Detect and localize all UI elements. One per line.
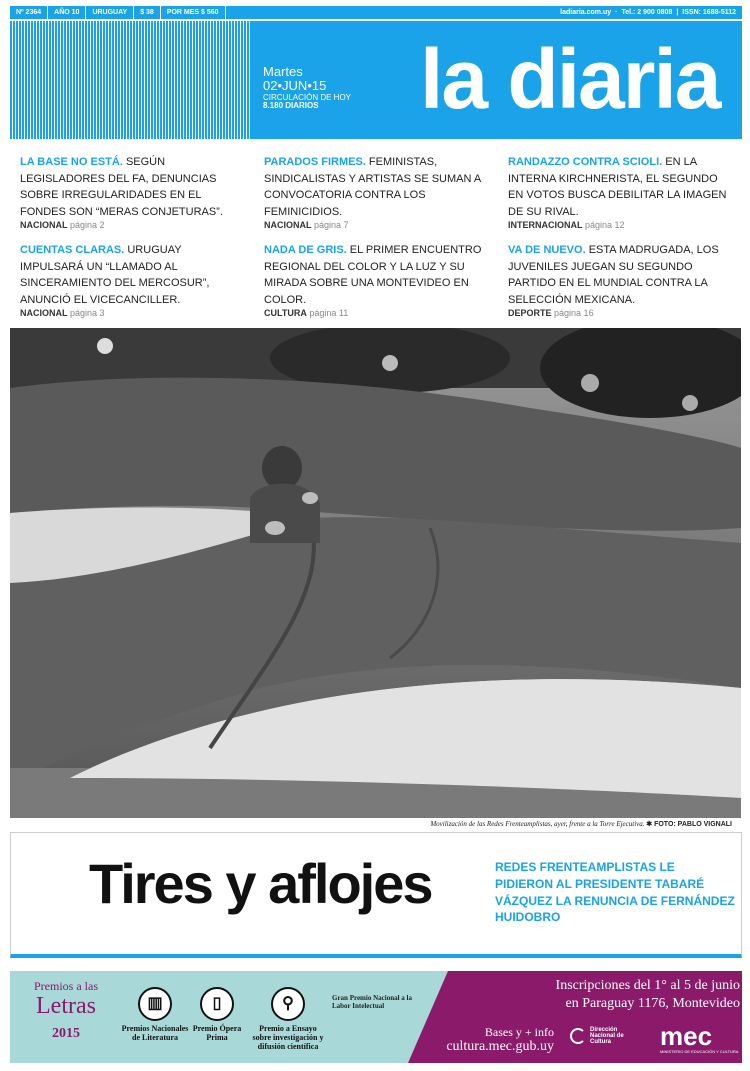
ad-category: [250, 987, 326, 1051]
inscripciones-dates: Inscripciones del 1° al 5 de junio: [555, 978, 740, 993]
weekday: Martes: [263, 64, 303, 79]
teaser-page: página 2: [70, 219, 105, 230]
teaser-ref: [508, 307, 594, 321]
date: 02•JUN•15: [263, 78, 327, 94]
premios-line2: Letras: [36, 993, 96, 1019]
teaser-section: NACIONAL: [264, 219, 312, 230]
teaser-ref: [264, 219, 349, 233]
price: $ 38: [134, 6, 161, 19]
teaser-page: página 16: [554, 307, 594, 318]
masthead-stripes: [10, 21, 252, 139]
teaser-body: EL PRIMER ENCUENTRO REGIONAL DEL COLOR Y LA LUZ Y SU MIRADA SOBRE UNA MONTEVIDEO EN COLOR.: [264, 244, 482, 306]
teaser-item[interactable]: [10, 238, 254, 326]
monthly-price: POR MES $ 560: [161, 6, 226, 19]
issue-number: Nº 2364: [10, 6, 48, 19]
teaser-body: EN LA INTERNA KIRCHNERISTA, EL SEGUNDO EN VOTOS BUSCA DEBILITAR LA IMAGEN DE SU RIVAL.: [508, 156, 727, 218]
teaser-item[interactable]: [10, 150, 254, 238]
teaser-kicker: PARADOS FIRMES.: [264, 156, 366, 168]
teaser-kicker: LA BASE NO ESTÁ.: [20, 156, 123, 168]
teaser-page: página 12: [585, 219, 625, 230]
premios-line1: Premios a las: [34, 979, 98, 993]
dnc-label: Dirección Nacional de Cultura: [590, 1027, 624, 1045]
teaser-kicker: VA DE NUEVO.: [508, 244, 586, 256]
teaser-section: NACIONAL: [20, 307, 68, 318]
bases-label: Bases y + info: [484, 1025, 554, 1039]
teaser-item[interactable]: [498, 150, 742, 238]
category-label: Premio Ópera Prima: [192, 1024, 242, 1042]
ad-url[interactable]: cultura.mec.gub.uy: [446, 1039, 554, 1055]
phone: Tel.: 2 900 0808: [621, 9, 673, 16]
teaser-section: CULTURA: [264, 307, 307, 318]
ad-info: [430, 1025, 554, 1056]
lead-headline[interactable]: Tires y aflojes: [89, 852, 432, 915]
lead-photo[interactable]: [10, 328, 741, 818]
gran-premio: Gran Premio Nacional a la Labor Intelectual: [332, 994, 412, 1010]
teaser-ref: [264, 307, 348, 321]
teaser-page: página 3: [70, 307, 105, 318]
teaser-section: INTERNACIONAL: [508, 219, 583, 230]
teaser-item[interactable]: [254, 238, 498, 326]
teaser-ref: [508, 219, 625, 233]
teaser-kicker: NADA DE GRIS.: [264, 244, 347, 256]
open-book-icon: ▯: [200, 987, 234, 1021]
circulation-count: 8.180 DIARIOS: [263, 101, 319, 111]
photo-credit: ✱ FOTO: PABLO VIGNALI: [646, 821, 732, 828]
ad-category: [182, 987, 252, 1043]
premios-logo: [16, 979, 116, 1042]
inscripciones-address: en Paraguay 1176, Montevideo: [565, 996, 740, 1012]
teaser-kicker: CUENTAS CLARAS.: [20, 244, 125, 256]
teaser-section: NACIONAL: [20, 219, 68, 230]
masthead: [10, 21, 742, 139]
premios-year: 2015: [52, 1026, 80, 1041]
issn: ISSN: 1688-5112: [682, 9, 736, 16]
teaser-item[interactable]: [254, 150, 498, 238]
lead-deck: REDES FRENTEAMPLISTAS LE PIDIERON AL PRESIDENTE TABARÉ VÁZQUEZ LA RENUNCIA DE FERNÁNDEZ HUIDOBRO: [495, 860, 735, 925]
photo-caption: [10, 820, 732, 828]
books-icon: ▥: [138, 987, 172, 1021]
teaser-page: página 11: [309, 307, 349, 318]
newspaper-logo[interactable]: la diaria: [420, 32, 720, 126]
year: AÑO 10: [48, 6, 86, 19]
photo-illustration: [10, 328, 741, 818]
country: URUGUAY: [86, 6, 134, 19]
circulation-label: CIRCULACIÓN DE HOY: [263, 92, 352, 102]
microscope-icon: ⚲: [271, 987, 305, 1021]
top-info-bar: Nº 2364 AÑO 10 URUGUAY $ 38 POR MES $ 560 ladiaria.com.uy · Tel.: 2 900 0808 | ISSN: 1688-5112: [10, 6, 742, 19]
ad-category: [120, 987, 190, 1043]
dnc-ring-icon: [570, 1028, 586, 1044]
lead-story[interactable]: [10, 832, 742, 958]
teaser-grid: [10, 150, 742, 326]
teaser-body: SEGÚN LEGISLADORES DEL FA, DENUNCIAS SOBRE IRREGULARIDADES EN EL FONDES SON “MERAS CONJETURAS”.: [20, 156, 223, 218]
masthead-date: [263, 65, 351, 111]
teaser-body: ESTA MADRUGADA, LOS JUVENILES JUEGAN SU SEGUNDO PARTIDO EN EL MUNDIAL CONTRA LA SELECCIÓN MEXICANA.: [508, 244, 719, 306]
teaser-ref: [20, 307, 105, 321]
teaser-page: página 7: [314, 219, 349, 230]
teaser-body: URUGUAY IMPULSARÁ UN “LLAMADO AL SINCERAMIENTO DEL MERCOSUR”, ANUNCIÓ EL VICECANCILLER.: [20, 244, 210, 306]
website-link[interactable]: ladiaria.com.uy: [560, 9, 612, 16]
teaser-section: DEPORTE: [508, 307, 552, 318]
teaser-body: FEMINISTAS, SINDICALISTAS Y ARTISTAS SE SUMAN A CONVOCATORIA CONTRA LOS FEMINICIDIOS.: [264, 156, 481, 218]
category-label: Premios Nacionales de Literatura: [121, 1024, 189, 1042]
teaser-item[interactable]: [498, 238, 742, 326]
category-label: Premio a Ensayo sobre investigación y difusión científica: [252, 1024, 324, 1051]
caption-text: Movilización de las Redes Frenteamplistas, ayer, frente a la Torre Ejecutiva.: [430, 820, 645, 828]
advertisement[interactable]: [10, 971, 742, 1063]
mec-subtitle: MINISTERIO DE EDUCACIÓN Y CULTURA: [660, 1049, 739, 1054]
teaser-kicker: RANDAZZO CONTRA SCIOLI.: [508, 156, 663, 168]
mec-logo: mec: [660, 1021, 713, 1051]
teaser-ref: [20, 219, 105, 233]
dnc-logo: [570, 1027, 640, 1045]
ad-inscripciones: [460, 977, 740, 1013]
